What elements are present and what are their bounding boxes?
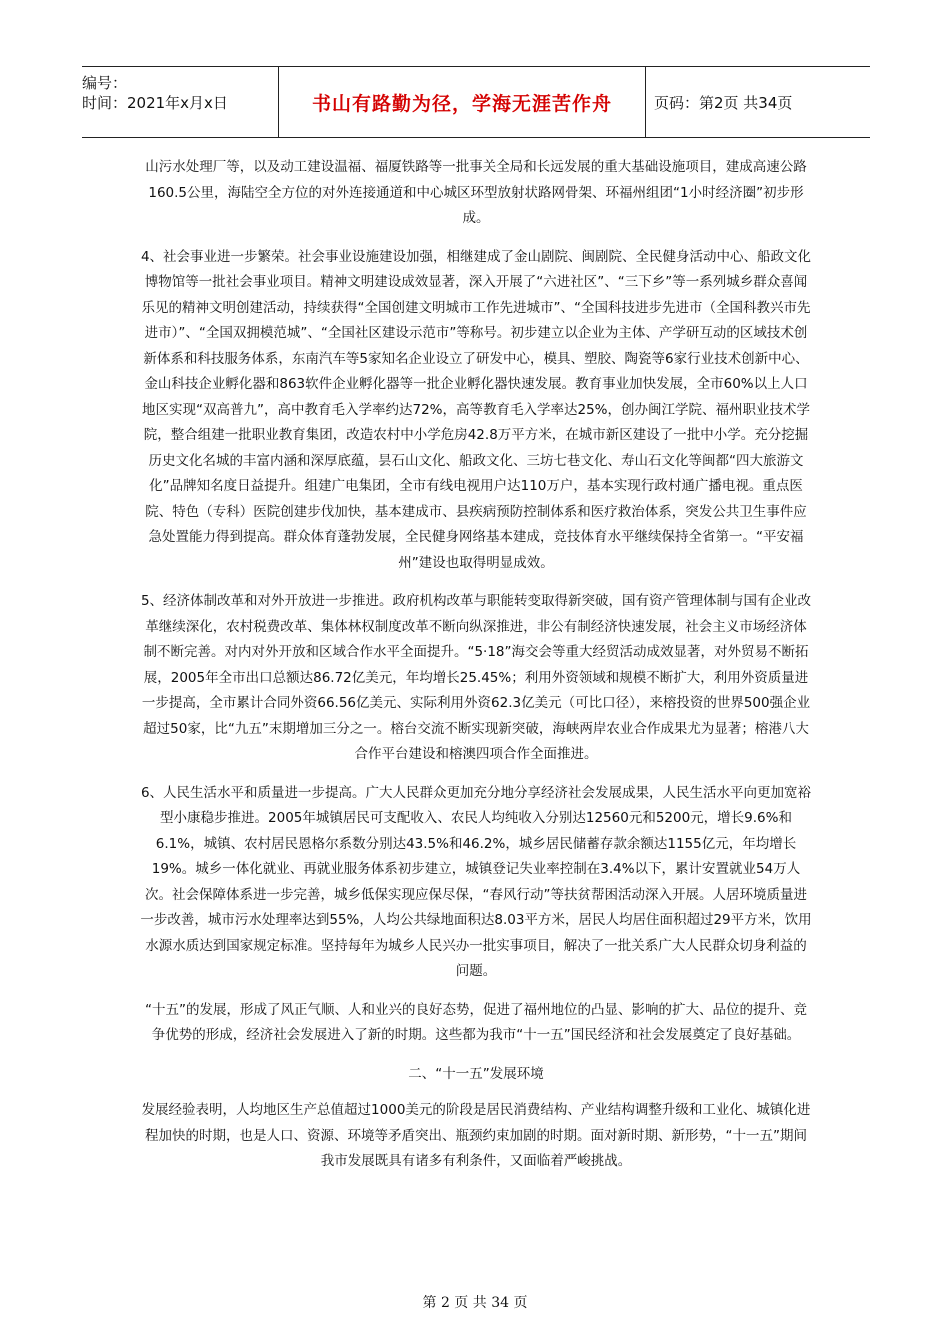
paragraph-living-standards: 6、人民生活水平和质量进一步提高。广大人民群众更加充分地分享经济社会发展成果，人民生活水平向更加宽裕型小康稳步推进。2005年城镇居民可支配收入、农民人均纯收入分别达12560元和5200元，增长9.6%和6.1%，城镇、农村居民恩格尔系数分别达43.5%和46.2%，城乡居民储蓄存款余额达1155亿元，年均增长19%。城乡一体化就业、再就业服务体系初步建立，城镇登记失业率控制在3.4%以下，累计安置就业54万人次。社会保障体系进一步完善，城乡低保实现应保尽保，“春风行动”等扶贫帮困活动深入开展。人居环境质量进一步改善，城市污水处理率达到55%，人均公共绿地面积达8.03平方米，居民人均居住面积超过29平方米，饮用水源水质达到国家规定标准。坚持每年为城乡人民兴办一批实事项目，解决了一批关系广大人民群众切身利益的问题。 [140,784,812,979]
document-number-label: 编号： [82,74,128,92]
paragraph-reform-opening: 5、经济体制改革和对外开放进一步推进。政府机构改革与职能转变取得新突破，国有资产管理体制与国有企业改革继续深化，农村税费改革、集体林权制度改革不断向纵深推进，非公有制经济快速发展，社会主义市场经济体制不断完善。对内对外开放和区域合作水平全面提升。“5·18”海交会等重大经贸活动成效显著，对外贸易不断拓展，2005年全市出口总额达86.72亿美元，年均增长25.45%；利用外资领域和规模不断扩大，利用外资质量进一步提高，全市累计合同外资66.56亿美元、实际利用外资62.3亿美元（可比口径），来榕投资的世界500强企业超过50家，比“九五”末期增加三分之一。榕台交流不断实现新突破，海峡两岸农业合作成果尤为显著；榕港八大合作平台建设和榕澳四项合作全面推进。 [140,593,812,762]
header-page-label: 页码：第2页 共34页 [654,93,793,112]
paragraph-continuation: 山污水处理厂等，以及动工建设温福、福厦铁路等一批事关全局和长远发展的重大基础设施项目，建成高速公路160.5公里，海陆空全方位的对外连接通道和中心城区环型放射状路网骨架、环福州组团“1小时经济圈”初步形成。 [145,159,807,226]
paragraph-social-affairs: 4、社会事业进一步繁荣。社会事业设施建设加强，相继建成了金山剧院、闽剧院、全民健身活动中心、船政文化博物馆等一批社会事业项目。精神文明建设成效显著，深入开展了“六进社区”、“三下乡”等一系列城乡群众喜闻乐见的精神文明创建活动，持续获得“全国创建文明城市工作先进城市”、“全国科技进步先进市（全国科教兴市先进市）”、“全国双拥模范城”、“全国社区建设示范市”等称号。初步建立以企业为主体、产学研互动的区域技术创新体系和科技服务体系，东南汽车等5家知名企业设立了研发中心，模具、塑胶、陶瓷等6家行业技术创新中心、金山科技企业孵化器和863软件企业孵化器等一批企业孵化器快速发展。教育事业加快发展，全市60%以上人口地区实现“双高普九”，高中教育毛入学率约达72%，高等教育毛入学率达25%，创办闽江学院、福州职业技术学院，整合组建一批职业教育集团，改造农村中小学危房42.8万平方米，在城市新区建设了一批中小学。充分挖掘历史文化名城的丰富内涵和深厚底蕴，昙石山文化、船政文化、三坊七巷文化、寿山石文化等闽都“四大旅游文化”品牌知名度日益提升。组建广电集团，全市有线电视用户达110万户，基本实现行政村通广播电视。重点医院、特色（专科）医院创建步伐加快，基本建成市、县疾病预防控制体系和医疗救治体系，突发公共卫生事件应急处置能力得到提高。群众体育蓬勃发展，全民健身网络基本建成，竞技体育水平继续保持全省第一。“平安福州”建设也取得明显成效。 [140,248,812,571]
document-date-label: 时间：2021年x月x日 [82,94,228,112]
page-header [82,66,870,138]
header-motto: 书山有路勤为径，学海无涯苦作舟 [278,67,646,137]
header-meta [82,67,278,137]
paragraph-summary: “十五”的发展，形成了风正气顺、人和业兴的良好态势，促进了福州地位的凸显、影响的扩大、品位的提升、竞争优势的形成，经济社会发展进入了新的时期。这些都为我市“十一五”国民经济和社会发展奠定了良好基础。 [145,1001,807,1043]
paragraph-environment: 发展经验表明，人均地区生产总值超过1000美元的阶段是居民消费结构、产业结构调整升级和工业化、城镇化进程加快的时期，也是人口、资源、环境等矛盾突出、瓶颈约束加剧的时期。面对新时期、新形势，“十一五”期间我市发展既具有诸多有利条件，又面临着严峻挑战。 [141,1102,811,1169]
section-heading: 二、“十一五”发展环境 [408,1065,544,1082]
document-body [140,155,812,1188]
page-footer: 第 2 页 共 34 页 [422,1295,528,1311]
